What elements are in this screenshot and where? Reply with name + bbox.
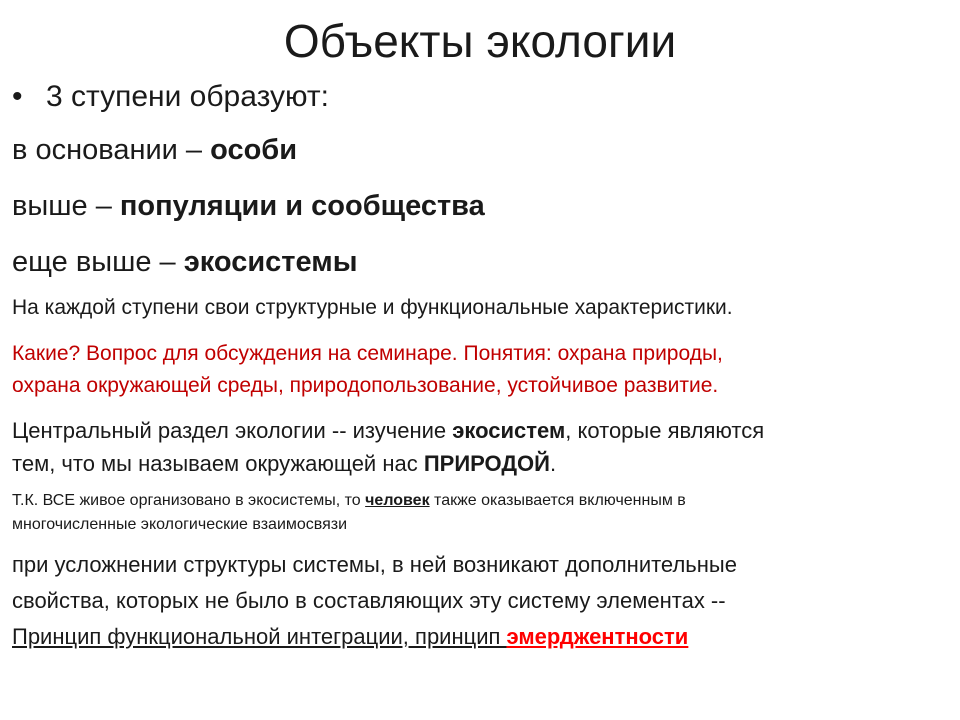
bullet-text: 3 ступени образуют: [46, 80, 329, 113]
level-3-prefix: еще выше – [12, 246, 184, 278]
central-text-1: Центральный раздел экологии -- изучение [12, 418, 453, 443]
note-text-1: Т.К. ВСЕ живое организовано в экосистемы, то [12, 492, 366, 509]
note-line-2: многочисленные экологические взаимосвязи [12, 516, 348, 533]
bullet-glyph: • [12, 80, 23, 113]
level-1-line [12, 134, 297, 167]
complexity-line-2: свойства, которых не было в составляющих эту систему элементах -- [12, 588, 726, 613]
central-text-end: . [549, 451, 557, 476]
level-2-prefix: выше – [12, 190, 120, 222]
central-text-2: , которые являются [565, 418, 765, 443]
level-2-term: популяции и сообщества [119, 190, 485, 222]
central-line-2 [12, 451, 556, 477]
note-text-2: также оказывается включенным в [429, 492, 686, 509]
level-1-prefix: в основании – [12, 134, 211, 166]
central-term-ecosystems: экосистем [452, 418, 566, 443]
principle-integration: Принцип функциональной интеграции, принцип [12, 624, 507, 649]
question-line-2: охрана окружающей среды, природопользование, устойчивое развитие. [12, 374, 719, 397]
complexity-line-1: при усложнении структуры системы, в ней возникают дополнительные [12, 552, 737, 577]
complexity-line-3 [12, 624, 688, 650]
note-term-human: человек [365, 492, 430, 509]
central-text-3: тем, что мы называем окружающей нас [12, 451, 424, 476]
level-1-term: особи [210, 134, 298, 166]
level-2-line [12, 190, 485, 223]
level-3-term: экосистемы [183, 246, 358, 278]
structure-line: На каждой ступени свои структурные и функциональные характеристики. [12, 296, 733, 319]
slide-title: Объекты экологии [283, 15, 677, 67]
bullet-item [12, 80, 329, 114]
level-3-line [12, 246, 357, 279]
question-line-1: Какие? Вопрос для обсуждения на семинаре. Понятия: охрана природы, [12, 342, 723, 365]
note-line-1 [12, 492, 686, 510]
principle-emergence: эмерджентности [506, 624, 689, 649]
central-term-nature: ПРИРОДОЙ [423, 451, 550, 476]
central-line-1 [12, 418, 764, 444]
